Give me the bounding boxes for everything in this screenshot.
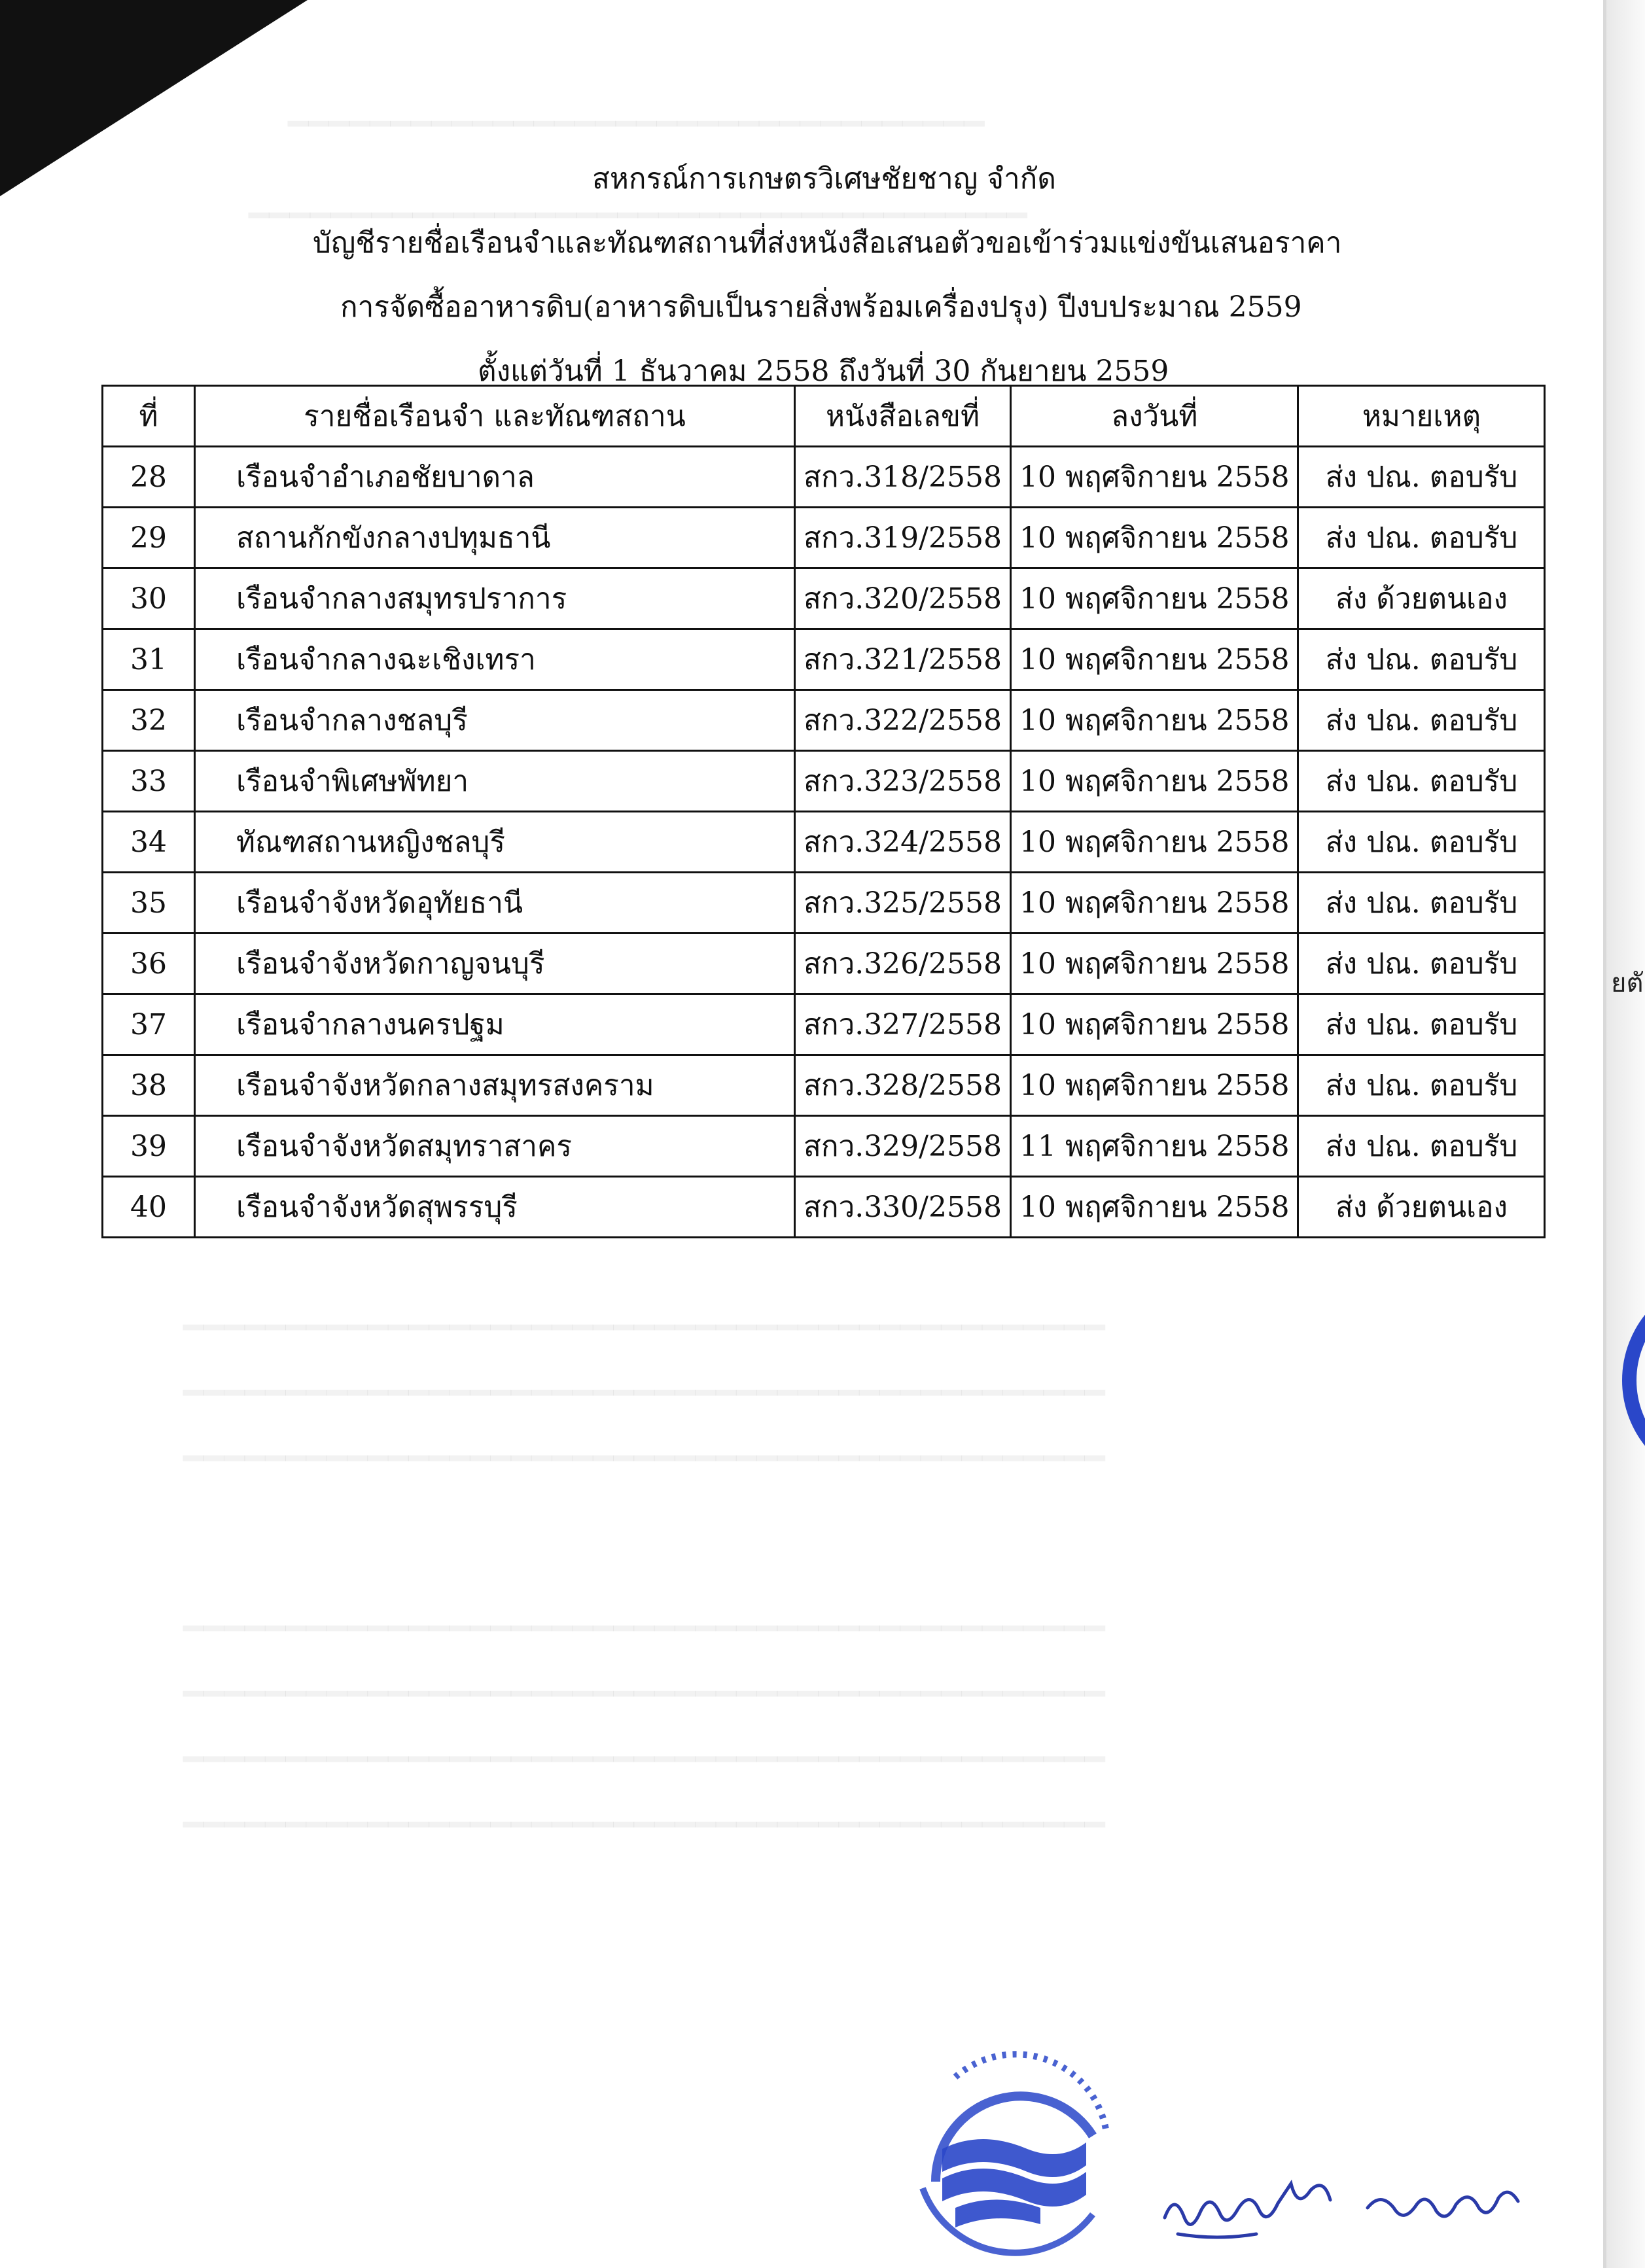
table-row — [103, 933, 1545, 994]
row-number: 38 — [103, 1055, 195, 1116]
row-number: 39 — [103, 1116, 195, 1177]
date-range: ตั้งแต่วันที่ 1 ธันวาคม 2558 ถึงวันที่ 30 กันยายน 2559 — [478, 355, 1169, 388]
row-letter-ref: สกว.327/2558 — [795, 994, 1011, 1055]
row-prison-name: เรือนจำพิเศษพัทยา — [195, 751, 795, 812]
row-date: 11 พฤศจิกายน 2558 — [1010, 1116, 1298, 1177]
column-header-ref: หนังสือเลขที่ — [795, 386, 1011, 447]
bleed-through-text: ━━━━━━━━━━━━━━━━━━━━━━━━━━━━━━━━━━━━━━━━━━━━━ — [183, 1439, 1105, 1478]
row-letter-ref: สกว.325/2558 — [795, 873, 1011, 933]
row-number: 30 — [103, 568, 195, 629]
row-number: 32 — [103, 690, 195, 751]
column-header-note: หมายเหตุ — [1298, 386, 1545, 447]
row-note: ส่ง ปณ. ตอบรับ — [1298, 447, 1545, 508]
column-header-name: รายชื่อเรือนจำ และทัณฑสถาน — [195, 386, 795, 447]
row-prison-name: สถานกักขังกลางปทุมธานี — [195, 508, 795, 568]
row-number: 34 — [103, 812, 195, 873]
next-page-edge — [1606, 0, 1645, 2268]
row-number: 29 — [103, 508, 195, 568]
row-date: 10 พฤศจิกายน 2558 — [1010, 629, 1298, 690]
table-row — [103, 812, 1545, 873]
row-number: 35 — [103, 873, 195, 933]
table-row — [103, 1116, 1545, 1177]
document-subtitle: การจัดซื้ออาหารดิบ(อาหารดิบเป็นรายสิ่งพร้อมเครื่องปรุง) ปีงบประมาณ 2559 — [340, 290, 1302, 324]
row-date: 10 พฤศจิกายน 2558 — [1010, 447, 1298, 508]
row-prison-name: เรือนจำกลางนครปฐม — [195, 994, 795, 1055]
table-row — [103, 568, 1545, 629]
bleed-through-text: ━━━━━━━━━━━━━━━━━━━━━━━━━━━━━━━━━━ — [288, 105, 985, 144]
row-number: 33 — [103, 751, 195, 812]
row-prison-name: เรือนจำอำเภอชัยบาดาล — [195, 447, 795, 508]
row-note: ส่ง ปณ. ตอบรับ — [1298, 629, 1545, 690]
row-letter-ref: สกว.330/2558 — [795, 1177, 1011, 1238]
row-number: 36 — [103, 933, 195, 994]
table-header-row — [103, 386, 1545, 447]
row-note: ส่ง ปณ. ตอบรับ — [1298, 690, 1545, 751]
bleed-through-text: ━━━━━━━━━━━━━━━━━━━━━━━━━━━━━━━━━━━━━━━━━━━━━ — [183, 1675, 1105, 1714]
row-date: 10 พฤศจิกายน 2558 — [1010, 933, 1298, 994]
table-row — [103, 447, 1545, 508]
row-letter-ref: สกว.319/2558 — [795, 508, 1011, 568]
row-note: ส่ง ด้วยตนเอง — [1298, 1177, 1545, 1238]
row-date: 10 พฤศจิกายน 2558 — [1010, 508, 1298, 568]
row-letter-ref: สกว.321/2558 — [795, 629, 1011, 690]
row-prison-name: เรือนจำกลางชลบุรี — [195, 690, 795, 751]
row-note: ส่ง ปณ. ตอบรับ — [1298, 1116, 1545, 1177]
row-prison-name: เรือนจำจังหวัดกลางสมุทรสงคราม — [195, 1055, 795, 1116]
row-prison-name: เรือนจำจังหวัดสมุทราสาคร — [195, 1116, 795, 1177]
table-row — [103, 1177, 1545, 1238]
row-letter-ref: สกว.320/2558 — [795, 568, 1011, 629]
table-row — [103, 690, 1545, 751]
row-number: 40 — [103, 1177, 195, 1238]
stamp-fragment — [1603, 1276, 1645, 1485]
row-date: 10 พฤศจิกายน 2558 — [1010, 568, 1298, 629]
row-note: ส่ง ปณ. ตอบรับ — [1298, 751, 1545, 812]
document-title: บัญชีรายชื่อเรือนจำและทัณฑสถานที่ส่งหนังสือเสนอตัวขอเข้าร่วมแข่งขันเสนอราคา — [313, 226, 1342, 260]
row-date: 10 พฤศจิกายน 2558 — [1010, 1177, 1298, 1238]
row-letter-ref: สกว.324/2558 — [795, 812, 1011, 873]
row-note: ส่ง ด้วยตนเอง — [1298, 568, 1545, 629]
bleed-through-text: ━━━━━━━━━━━━━━━━━━━━━━━━━━━━━━━━━━━━━━━━━━━━━ — [183, 1374, 1105, 1413]
row-prison-name: เรือนจำจังหวัดกาญจนบุรี — [195, 933, 795, 994]
bleed-through-text: ━━━━━━━━━━━━━━━━━━━━━━━━━━━━━━━━━━━━━━━━━━━━━ — [183, 1806, 1105, 1845]
row-letter-ref: สกว.326/2558 — [795, 933, 1011, 994]
bleed-through-text: ━━━━━━━━━━━━━━━━━━━━━━━━━━━━━━━━━━━━━━━━━━━━━ — [183, 1308, 1105, 1348]
column-header-date: ลงวันที่ — [1010, 386, 1298, 447]
cooperative-seal-icon — [896, 2051, 1132, 2260]
row-date: 10 พฤศจิกายน 2558 — [1010, 994, 1298, 1055]
adjacent-page-text: ยตั — [1611, 968, 1644, 998]
row-number: 31 — [103, 629, 195, 690]
row-prison-name: เรือนจำจังหวัดอุทัยธานี — [195, 873, 795, 933]
row-number: 28 — [103, 447, 195, 508]
row-note: ส่ง ปณ. ตอบรับ — [1298, 508, 1545, 568]
table-row — [103, 629, 1545, 690]
row-letter-ref: สกว.328/2558 — [795, 1055, 1011, 1116]
table-row — [103, 508, 1545, 568]
scan-shadow-corner — [0, 0, 308, 196]
bleed-through-text: ━━━━━━━━━━━━━━━━━━━━━━━━━━━━━━━━━━━━━━━━━━━━━ — [183, 1740, 1105, 1779]
row-note: ส่ง ปณ. ตอบรับ — [1298, 873, 1545, 933]
row-prison-name: เรือนจำกลางสมุทรปราการ — [195, 568, 795, 629]
row-date: 10 พฤศจิกายน 2558 — [1010, 873, 1298, 933]
row-date: 10 พฤศจิกายน 2558 — [1010, 812, 1298, 873]
row-note: ส่ง ปณ. ตอบรับ — [1298, 933, 1545, 994]
row-number: 37 — [103, 994, 195, 1055]
signature — [1152, 2172, 1557, 2244]
row-note: ส่ง ปณ. ตอบรับ — [1298, 994, 1545, 1055]
row-letter-ref: สกว.318/2558 — [795, 447, 1011, 508]
table-row — [103, 751, 1545, 812]
bleed-through-text: ━━━━━━━━━━━━━━━━━━━━━━━━━━━━━━━━━━━━━━━━━━━━━ — [183, 1609, 1105, 1649]
column-header-no: ที่ — [103, 386, 195, 447]
row-note: ส่ง ปณ. ตอบรับ — [1298, 1055, 1545, 1116]
row-date: 10 พฤศจิกายน 2558 — [1010, 751, 1298, 812]
row-prison-name: เรือนจำกลางฉะเชิงเทรา — [195, 629, 795, 690]
row-note: ส่ง ปณ. ตอบรับ — [1298, 812, 1545, 873]
prison-list-table — [101, 385, 1546, 1238]
row-date: 10 พฤศจิกายน 2558 — [1010, 690, 1298, 751]
row-letter-ref: สกว.323/2558 — [795, 751, 1011, 812]
row-date: 10 พฤศจิกายน 2558 — [1010, 1055, 1298, 1116]
table-row — [103, 1055, 1545, 1116]
organization-name: สหกรณ์การเกษตรวิเศษชัยชาญ จำกัด — [592, 162, 1056, 196]
table-row — [103, 873, 1545, 933]
row-letter-ref: สกว.329/2558 — [795, 1116, 1011, 1177]
row-prison-name: เรือนจำจังหวัดสุพรรบุรี — [195, 1177, 795, 1238]
row-prison-name: ทัณฑสถานหญิงชลบุรี — [195, 812, 795, 873]
row-letter-ref: สกว.322/2558 — [795, 690, 1011, 751]
table-row — [103, 994, 1545, 1055]
bleed-through-text: ━━━━━━━━━━━━━━━━━━━━━━━━━━━━━━━━━━━━━━ — [249, 196, 1027, 236]
